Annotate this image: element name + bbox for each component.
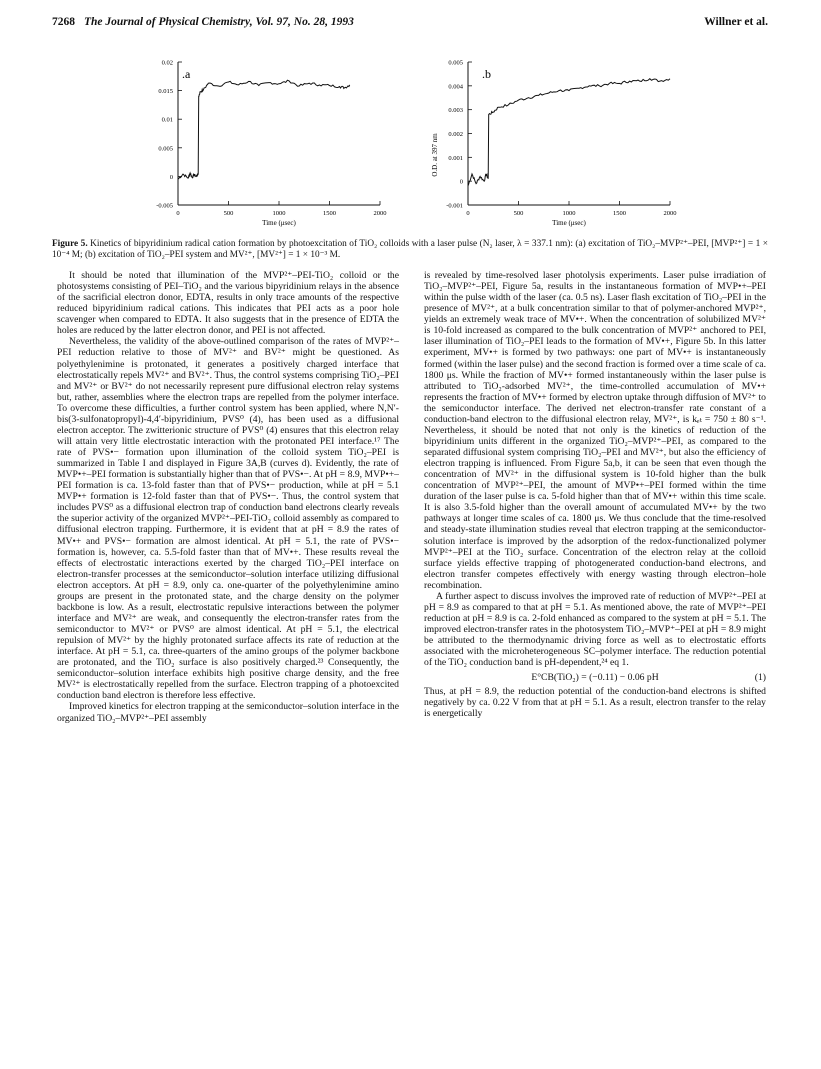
x-tick-label: 1500 [613,210,626,217]
y-tick-label: 0.003 [448,107,463,115]
y-tick-label: -0.001 [446,202,463,210]
caption-label: Figure 5. [52,239,88,249]
x-tick-label: 2000 [663,210,677,217]
y-tick-label: -0.005 [156,202,173,210]
equation [424,672,766,683]
y-tick-label: 0.015 [158,88,173,96]
y-tick-label: 0.001 [448,154,463,162]
y-tick-label: 0.01 [161,116,173,124]
journal-title: The Journal of Physical Chemistry, Vol. 97, No. 28, 1993 [84,16,354,28]
paragraph: Improved kinetics for electron trapping at the semiconductor–solution interface in the organized TiO₂–MVP²⁺–PEI assembly [57,701,399,724]
paragraph: It should be noted that illumination of the MVP²⁺–PEI-TiO₂ colloid or the photosystems consisting of PEI–TiO₂ and the various bipyridinium relays in the absence of the sacrificial electron donor, EDTA, results in only trace amounts of the respective reduced bipyridinium radical cations. This indicates that PEI acts as a poor hole scavenger when compared to EDTA. It also suggests that in the presence of EDTA the holes are reduced by the latter electron donor, and PEI is not affected. [57,270,399,337]
y-tick-label: 0 [169,173,173,181]
left-column [57,270,399,724]
equation-number: (1) [754,672,766,684]
paragraph: A further aspect to discuss involves the improved rate of reduction of MVP²⁺–PEI at pH = 8.9 as compared to that at pH = 5.1. As mentioned above, the rate of MVP²⁺–PEI reduction at pH = 8.9 is ca. 2-fold enhanced as compared to the system at pH = 5.1. The improved electron-transfer rates in the photosystem TiO₂–MVP⁺–PEI at pH = 8.9 might be attributed to the thermodynamic driving force as well as to electrostatic efforts associated with the microheterogeneous SC–polymer interface. The reduction potential of the TiO₂ conduction band is pH-dependent,²⁴ eq 1. [424,590,766,669]
page-number: 7268 [52,16,75,28]
data-series-line [178,80,350,179]
figure-5a-xlabel: Time (μsec) [262,219,296,227]
figure-5a [120,50,400,230]
y-tick-label: 0 [459,178,463,186]
figure-5b-panel-label: .b [482,67,491,81]
page-header [52,16,768,32]
running-authors: Willner et al. [704,16,768,28]
x-tick-label: 0 [466,210,470,217]
x-tick-label: 1000 [562,210,576,217]
figure-5b-axes [468,62,670,205]
y-tick-label: 0.005 [448,59,463,67]
paragraph: Thus, at pH = 8.9, the reduction potential of the conduction-band electrons is shifted negatively by ca. 0.22 V from that at pH = 5.1. As a result, electron transfer to the relay is energetically [424,686,766,720]
figure-5a-chart [120,50,400,230]
figure-5b-ticks [446,60,676,218]
equation-text: E°CB(TiO₂) = (−0.11) − 0.06 pH [531,672,659,684]
paragraph: is revealed by time-resolved laser photolysis experiments. Laser pulse irradiation of TiO₂–MVP²⁺–PEI, Figure 5a, results in the instantaneous formation of MVP•+–PEI within the pulse width of the laser (ca. 0.5 ns). Laser flash excitation of TiO₂–PEI in the presence of MV²⁺, at a bulk concentration similar to that of polymer-anchored MVP²⁺, yields an extremely weak trace of MV•+. When the concentration of solubilized MV²⁺ is 10-fold increased as compared to the bulk concentration of MVP²⁺ anchored to PEI, laser illumination of TiO₂–PEI leads to the formation of MV•+, Figure 5b. In this latter experiment, MV•+ is formed by two pathways: one part of MV•+ is instantaneously formed (within the laser pulse) and the second fraction is formed over a time scale of ca. 1800 μs. While the fraction of MV•+ formed instantaneously within the laser pulse is attributed to TiO₂-adsorbed MV²⁺, the time-controlled accumulation of MV•+ represents the fraction of MV•+ formed by electron uptake through diffusion of MV²⁺ to the semiconductor interface. The derived net electron-transfer rate constant of a conduction-band electron to the diffusional electron relay, MV²⁺, is kₑₜ = 750 ± 80 s⁻¹. Nevertheless, it should be noted that not only is the kinetics of reduction of the bipyridinium units different in the organized TiO₂–MVP²⁺–PEI, as compared to the separated diffusional system comprising TiO₂–PEI and MV²⁺, but also the efficiency of electron trapping is influenced. From Figure 5a,b, it can be seen that even though the concentration of MV²⁺ in the diffusional system is 10-fold higher than the bulk concentration of MVP²⁺–PEI, the amount of MVP•+–PEI formed within the time duration of the laser pulse is ca. 5-fold higher than that of MV•+ within this time scale. It is also 3.5-fold higher than the overall amount of accumulated MV•+ by the two pathways at longer time scales of ca. 1800 μs. We thus conclude that the time-resolved and steady-state illumination studies reveal that electron trapping at the semiconductor-solution interface is improved by the adsorption of the redox-functionalized polymer MVP²⁺–PEI at the TiO₂ surface. Concentration of the electron relay at the colloid surface yields effective trapping of photogenerated conduction-band electrons, and electron transfer competes effectively with energy wasting through electron–hole recombination. [424,270,766,591]
paragraph: Nevertheless, the validity of the above-outlined comparison of the rates of MVP²⁺–PEI reduction relative to those of MV²⁺ and BV²⁺ might be questioned. As polyethylenimine is protonated, it generates a positively charged interface that electrostatically repels MV²⁺ and BV²⁺. Thus, the control systems comprising TiO₂–PEI and MV²⁺ or BV²⁺ do not necessarily represent pure diffusional electron relay systems but, rather, assemblies where the electron traps are repelled from the polymer interface. To overcome these difficulties, a further control system has been applied, where N,N′-bis(3-sulfonatopropyl)-4,4′-bipyridinium, PVS⁰ (4), has been used as a diffusional electron acceptor. The zwitterionic structure of PVS⁰ (4) ensures that this electron relay will attain very little electrostatic interaction with the protonated PEI interface.¹⁷ The rate of PVS•− formation upon illumination of the colloid system TiO₂–PEI is summarized in Table I and displayed in Figure 3A,B (curves d). Evidently, the rate of MVP•+–PEI formation is substantially higher than that of PVS•−. At pH = 8.9, MVP•+–PEI formation is ca. 13-fold faster than that of PVS•− production, while at pH = 5.1 MVP•+ formation is 12-fold faster than that of PVS•−. Thus, the control system that includes PVS⁰ as a diffusional electron trap of conduction band electrons clearly reveals the superior activity of the organized MVP²⁺–PEI-TiO₂ colloid assembly as compared to diffusional electron trapping. Furthermore, it is evident that at pH = 8.9 the rates of MV•+ and PVS•− formation are almost identical. At pH = 5.1, the rate of PVS•− formation is, however, ca. 5.5-fold faster than that of MV•+. These results reveal the effects of electrostatic interactions exerted by the charged TiO₂–PEI interface on electron-transfer processes at the semiconductor–solution interface utilizing diffusional electron acceptors. At pH = 8.9, only ca. one-quarter of the polyethylenimine amino groups are present in the protonated state, and the charge density on the polymer backbone is low. As a result, electrostatic repulsive interactions between the polymer interface and MV²⁺ are weak, and consequently the electron-transfer rates from the semiconductor to MV²⁺ or PVS⁰ are almost identical. At pH = 5.1, the electrical repulsion of MV²⁺ by the highly protonated surface affects its rate of reduction at the interface. At pH = 5.1, ca. three-quarters of the amino groups of the polymer backbone are protonated, and the TiO₂ surface is also positively charged.²³ Consequently, the semiconductor–solution interface exhibits high positive charge density, and the free MV²⁺ is electrostatically repelled from the surface. Electron trapping of a photoexcited conduction band electron is therefore less effective. [57,336,399,702]
figure-5a-panel-label: .a [182,67,191,81]
x-tick-label: 2000 [373,210,387,217]
figure-5b-series [468,79,670,186]
x-tick-label: 1500 [323,210,336,217]
data-series-line [468,79,670,186]
y-tick-label: 0.002 [448,131,463,138]
y-tick-label: 0.02 [161,59,173,67]
y-tick-label: 0.004 [448,83,463,91]
right-column [424,270,766,720]
figure-caption [52,239,768,261]
x-tick-label: 0 [176,210,180,217]
figure-5b-xlabel: Time (μsec) [552,219,586,227]
figure-5b-chart [410,50,690,230]
y-tick-label: 0.005 [158,145,173,153]
x-tick-label: 500 [223,210,234,217]
caption-text: Kinetics of bipyridinium radical cation formation by photoexcitation of TiO₂ colloids with a laser pulse (N₂ laser, λ = 337.1 nm): (a) excitation of TiO₂–MVP²⁺–PEI, [MVP²⁺] = 1 × 10⁻⁴ M; (b) excitation of TiO₂–PEI system and MV²⁺, [MV²⁺] = 1 × 10⁻³ M. [52,239,769,260]
figure-5b [410,50,690,230]
figure-5a-series [178,80,350,179]
x-tick-label: 1000 [272,210,286,217]
figure-5b-ylabel: O.D. at 397 nm [431,133,439,177]
x-tick-label: 500 [513,210,524,217]
